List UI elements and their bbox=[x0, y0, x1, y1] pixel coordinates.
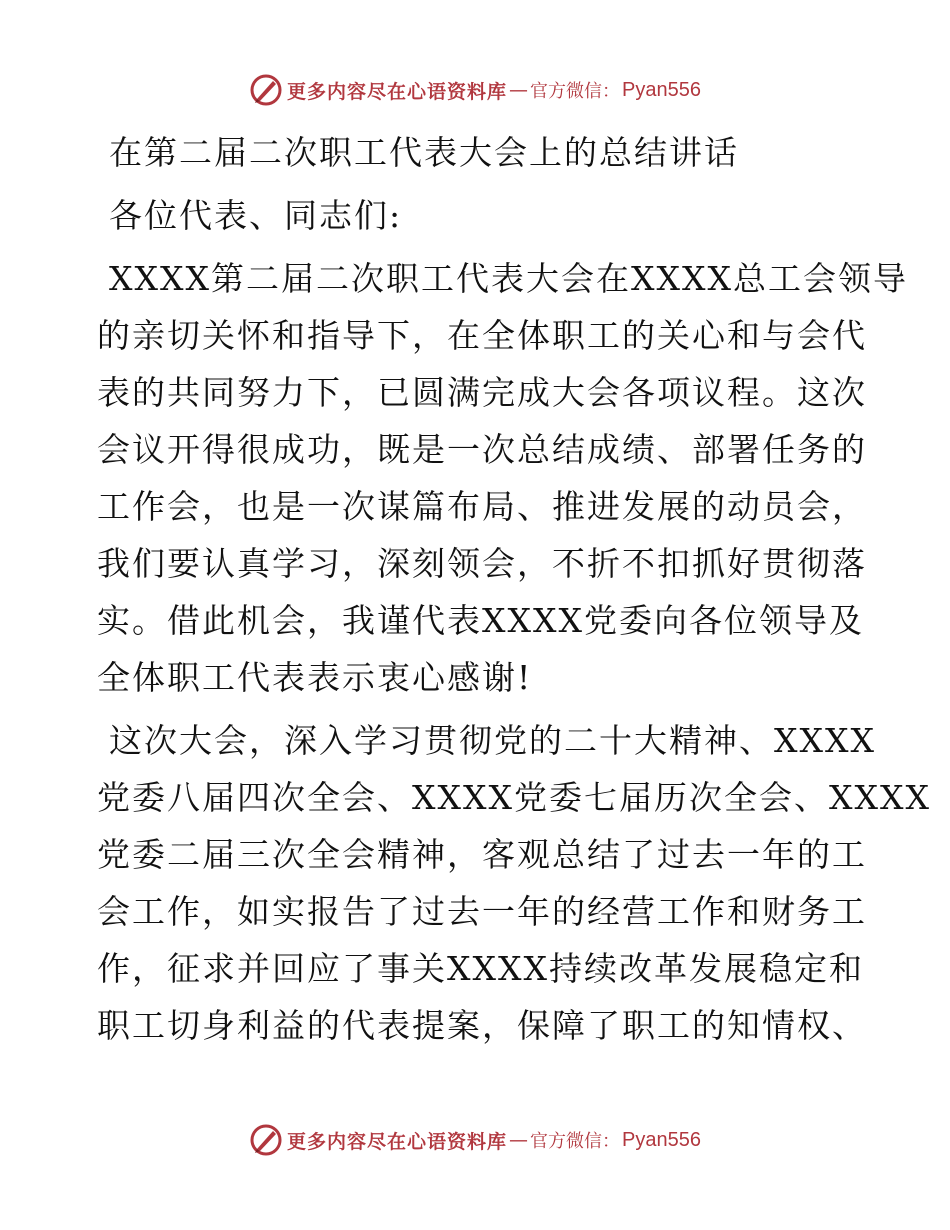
paragraph-line: 实。借此机会，我谨代表XXXX党委向各位领导及 bbox=[97, 601, 864, 640]
paragraph-line: 全体职工代表表示衷心感谢! bbox=[97, 658, 533, 697]
banner-wechat-id: Pyan556 bbox=[622, 78, 701, 101]
paragraph-line: 作，征求并回应了事关XXXX持续改革发展稳定和 bbox=[97, 949, 864, 988]
quill-logo-icon bbox=[249, 73, 283, 107]
paragraph-line: XXXX第二届二次职工代表大会在XXXX总工会领导 bbox=[109, 259, 908, 298]
banner-tagline: 更多内容尽在心语资料库 bbox=[287, 80, 508, 103]
banner-tagline: 更多内容尽在心语资料库 bbox=[287, 1130, 508, 1153]
banner-wechat-label: 官方微信： bbox=[530, 1131, 621, 1152]
quill-logo-icon bbox=[249, 1123, 283, 1157]
paragraph-1 bbox=[97, 250, 908, 706]
paragraph-line: 党委八届四次全会、XXXX党委七届历次全会、XXXX bbox=[97, 778, 931, 817]
paragraph-line: 表的共同努力下，已圆满完成大会各项议程。这次 bbox=[97, 373, 867, 412]
footer-watermark-banner bbox=[0, 1120, 950, 1160]
paragraph-line: 会工作，如实报告了过去一年的经营工作和财务工 bbox=[97, 892, 867, 931]
paragraph-line: 党委二届三次全会精神，客观总结了过去一年的工 bbox=[97, 835, 867, 874]
banner-separator: — bbox=[509, 79, 529, 101]
paragraph-line: 会议开得很成功，既是一次总结成绩、部署任务的 bbox=[97, 430, 867, 469]
banner-wechat-label: 官方微信： bbox=[530, 81, 621, 102]
header-watermark-banner bbox=[0, 70, 950, 110]
paragraph-2 bbox=[97, 712, 931, 1054]
banner-separator: — bbox=[509, 1129, 529, 1151]
salutation: 各位代表、同志们: bbox=[109, 196, 403, 235]
paragraph-line: 工作会，也是一次谋篇布局、推进发展的动员会， bbox=[97, 487, 867, 526]
document-body bbox=[97, 124, 931, 1054]
paragraph-line: 这次大会，深入学习贯彻党的二十大精神、XXXX bbox=[109, 721, 876, 760]
paragraph-line: 职工切身利益的代表提案，保障了职工的知情权、 bbox=[97, 1006, 867, 1045]
banner-wechat-id: Pyan556 bbox=[622, 1128, 701, 1151]
paragraph-line: 的亲切关怀和指导下，在全体职工的关心和与会代 bbox=[97, 316, 867, 355]
paragraph-line: 我们要认真学习，深刻领会，不折不扣抓好贯彻落 bbox=[97, 544, 867, 583]
document-title: 在第二届二次职工代表大会上的总结讲话 bbox=[109, 133, 739, 172]
